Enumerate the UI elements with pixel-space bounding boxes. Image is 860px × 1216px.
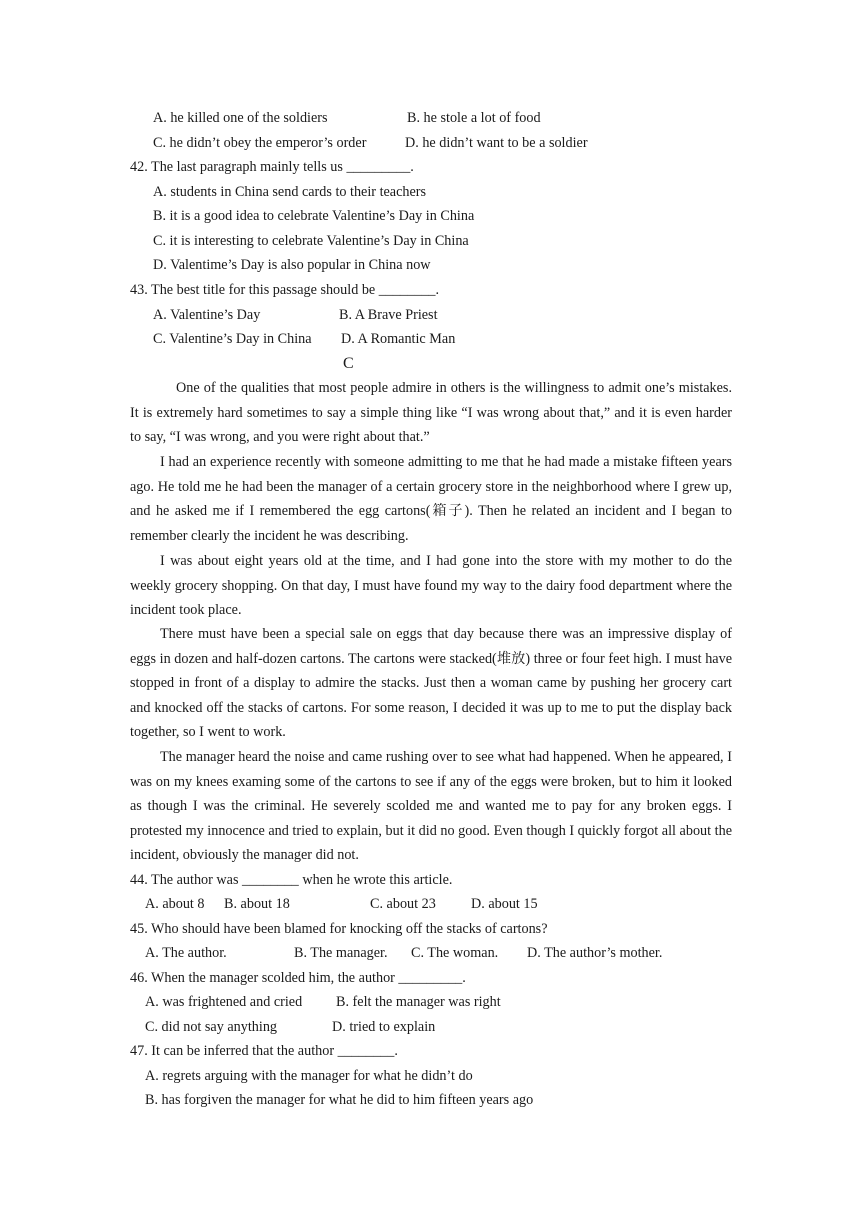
q45-stem: 45. Who should have been blamed for knocking off the stacks of cartons?	[130, 921, 548, 937]
q41-option-b: B. he stole a lot of food	[407, 110, 541, 126]
passage-paragraph: The manager heard the noise and came rushing over to see what had happened. When he appeared, I was on my knees examing some of the cartons to see if any of the eggs were broken, but to him it looked as though I was the criminal. He severely scolded me and wanted me to pay for any broken eggs. I protested my innocence and tried to explain, but it did no good. Even though I quickly forgot all about the incident, obviously the manager did not.	[130, 749, 732, 864]
q44-option-a: A. about 8	[145, 896, 205, 912]
q44-option-d: D. about 15	[471, 896, 538, 912]
q43-option-a: A. Valentine’s Day	[153, 307, 261, 323]
q42-option-b: B. it is a good idea to celebrate Valentine’s Day in China	[153, 208, 475, 224]
passage-paragraph: There must have been a special sale on eggs that day because there was an impressive display of eggs in dozen and half-dozen cartons. The cartons were stacked(堆放) three or four feet high. I must have stopped in front of a display to admire the stacks. Just then a woman came by pushing her grocery cart and knocked off the stacks of cartons. For some reason, I decided it was up to me to put the display back together, so I went to work.	[130, 626, 732, 741]
passage-paragraph: I had an experience recently with someone admitting to me that he had made a mistake fifteen years ago. He told me he had been the manager of a certain grocery store in the neighborhood where I grew up, and he asked me if I remembered the egg cartons(箱子). Then he related an incident and I began to remember clearly the incident he was describing.	[130, 454, 732, 544]
q46-option-d: D. tried to explain	[332, 1019, 436, 1035]
q42-stem: 42. The last paragraph mainly tells us _________.	[130, 159, 414, 175]
q45-option-c: C. The woman.	[411, 945, 499, 961]
q47-option-a: A. regrets arguing with the manager for what he didn’t do	[145, 1068, 473, 1084]
q44-option-c: C. about 23	[370, 896, 436, 912]
q43-option-c: C. Valentine’s Day in China	[153, 331, 312, 347]
q44-stem: 44. The author was ________ when he wrote this article.	[130, 872, 453, 888]
q46-stem: 46. When the manager scolded him, the author _________.	[130, 970, 466, 986]
q46-option-b: B. felt the manager was right	[336, 994, 501, 1010]
section-heading: C	[343, 355, 354, 372]
q45-option-d: D. The author’s mother.	[527, 945, 663, 961]
q46-option-a: A. was frightened and cried	[145, 994, 303, 1010]
q42-option-d: D. Valentime’s Day is also popular in China now	[153, 257, 431, 273]
q41-option-a: A. he killed one of the soldiers	[153, 110, 328, 126]
q46-option-c: C. did not say anything	[145, 1019, 278, 1035]
q47-stem: 47. It can be inferred that the author ________.	[130, 1043, 398, 1059]
q43-stem: 43. The best title for this passage should be ________.	[130, 282, 440, 298]
q43-option-d: D. A Romantic Man	[341, 331, 456, 347]
passage-paragraph: I was about eight years old at the time, and I had gone into the store with my mother to do the weekly grocery shopping. On that day, I must have found my way to the dairy food department where the incident took place.	[130, 553, 732, 619]
q41-option-d: D. he didn’t want to be a soldier	[405, 135, 588, 151]
q45-option-a: A. The author.	[145, 945, 227, 961]
q43-option-b: B. A Brave Priest	[339, 307, 438, 323]
q42-option-c: C. it is interesting to celebrate Valentine’s Day in China	[153, 233, 469, 249]
q42-option-a: A. students in China send cards to their teachers	[153, 184, 427, 200]
q44-option-b: B. about 18	[224, 896, 290, 912]
q45-option-b: B. The manager.	[294, 945, 388, 961]
passage-paragraph: One of the qualities that most people admire in others is the willingness to admit one’s mistakes. It is extremely hard sometimes to say a simple thing like “I was wrong about that,” and it is even harder to say, “I was wrong, and you were right about that.”	[130, 380, 732, 446]
q41-option-c: C. he didn’t obey the emperor’s order	[153, 135, 367, 151]
q47-option-b: B. has forgiven the manager for what he did to him fifteen years ago	[145, 1092, 534, 1108]
